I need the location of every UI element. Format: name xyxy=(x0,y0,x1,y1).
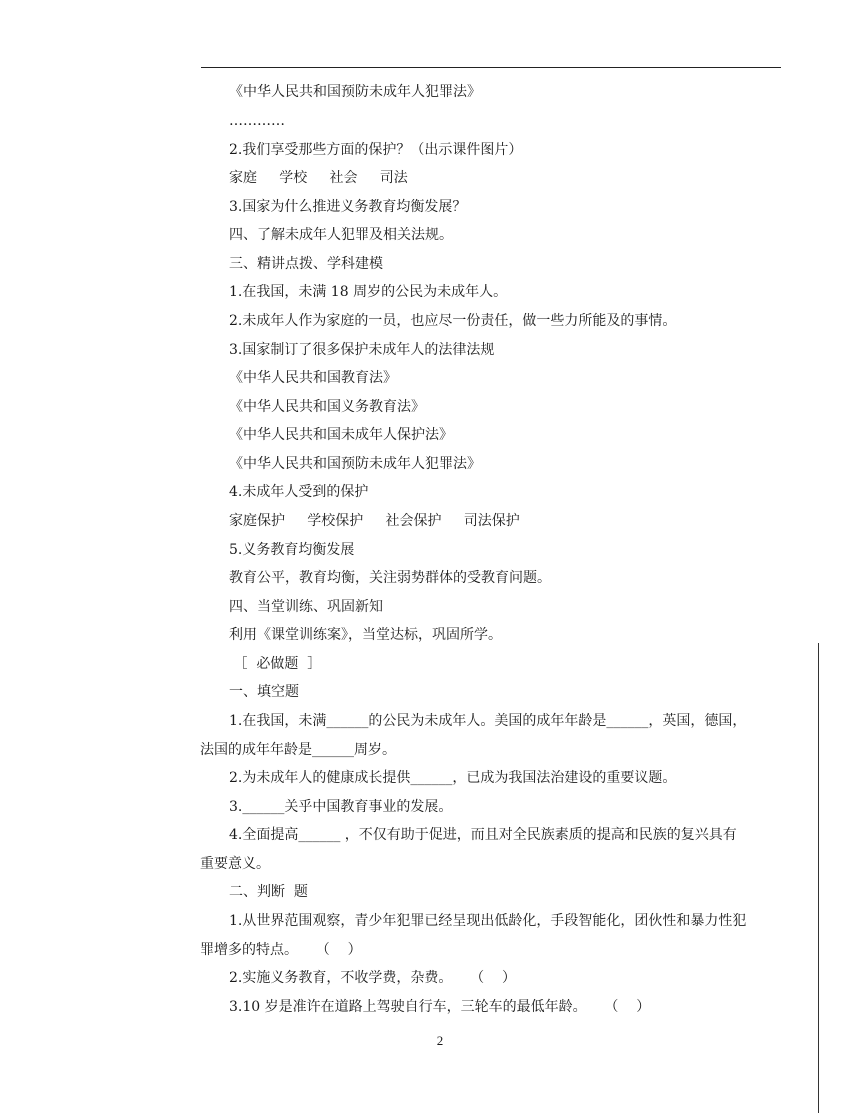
text-line: 教育公平，教育均衡，关注弱势群体的受教育问题。 xyxy=(229,570,551,586)
text-line: 5.义务教育均衡发展 xyxy=(229,542,355,558)
text-line: 利用《课堂训练案》，当堂达标，巩固所学。 xyxy=(229,627,502,643)
question-line: 1.在我国，未满______的公民为未成年人。美国的成年年龄是______，英国，德国， xyxy=(229,713,747,729)
text-line: 四、了解未成年人犯罪及相关法规。 xyxy=(229,227,453,243)
text-line: 3.国家为什么推进义务教育均衡发展？ xyxy=(229,199,467,215)
text-line: 《中华人民共和国未成年人保护法》 xyxy=(229,427,453,443)
question-line: 重要意义。 xyxy=(200,856,270,872)
question-line: 2.为未成年人的健康成长提供______，已成为我国法治建设的重要议题。 xyxy=(229,770,677,786)
question-line: 3.10 岁是准许在道路上驾驶自行车，三轮车的最低年龄。 （ ） xyxy=(229,999,651,1015)
text-line: ………… xyxy=(229,113,285,129)
question-line: 1.从世界范围观察，青少年犯罪已经呈现出低龄化，手段智能化，团伙性和暴力性犯 xyxy=(229,913,747,929)
question-line: 罪增多的特点。 （ ） xyxy=(200,942,362,958)
text-line: 4.未成年人受到的保护 xyxy=(229,484,369,500)
question-line: 法国的成年年龄是______周岁。 xyxy=(200,742,396,758)
header-rule xyxy=(201,67,781,68)
text-line: 家庭 学校 社会 司法 xyxy=(229,170,408,186)
section-heading: 四、当堂训练、巩固新知 xyxy=(229,599,383,615)
question-line: 2.实施义务教育，不收学费，杂费。 （ ） xyxy=(229,970,516,986)
text-line: 《中华人民共和国预防未成年人犯罪法》 xyxy=(229,456,481,472)
text-line: 1.在我国，未满 18 周岁的公民为未成年人。 xyxy=(229,284,508,300)
text-line: 家庭保护 学校保护 社会保护 司法保护 xyxy=(229,513,520,529)
text-line: 《中华人民共和国义务教育法》 xyxy=(229,399,425,415)
text-line: 2.未成年人作为家庭的一员，也应尽一份责任，做一些力所能及的事情。 xyxy=(229,313,677,329)
text-line: 2.我们享受那些方面的保护？（出示课件图片） xyxy=(229,142,523,158)
question-line: 4.全面提高______ ，不仅有助于促进，而且对全民族素质的提高和民族的复兴具有 xyxy=(229,827,737,843)
section-heading: 一、填空题 xyxy=(229,684,299,700)
right-margin-rule xyxy=(818,643,819,1113)
text-line: 《中华人民共和国预防未成年人犯罪法》 xyxy=(229,84,481,100)
section-heading: 三、精讲点拨、学科建模 xyxy=(229,256,383,272)
text-line: 3.国家制订了很多保护未成年人的法律法规 xyxy=(229,342,495,358)
question-line: 3.______关乎中国教育事业的发展。 xyxy=(229,799,453,815)
required-label: ［ 必做题 ］ xyxy=(229,656,322,672)
page-number: 2 xyxy=(436,1033,444,1048)
section-heading: 二、判断 题 xyxy=(229,884,308,900)
text-line: 《中华人民共和国教育法》 xyxy=(229,370,397,386)
